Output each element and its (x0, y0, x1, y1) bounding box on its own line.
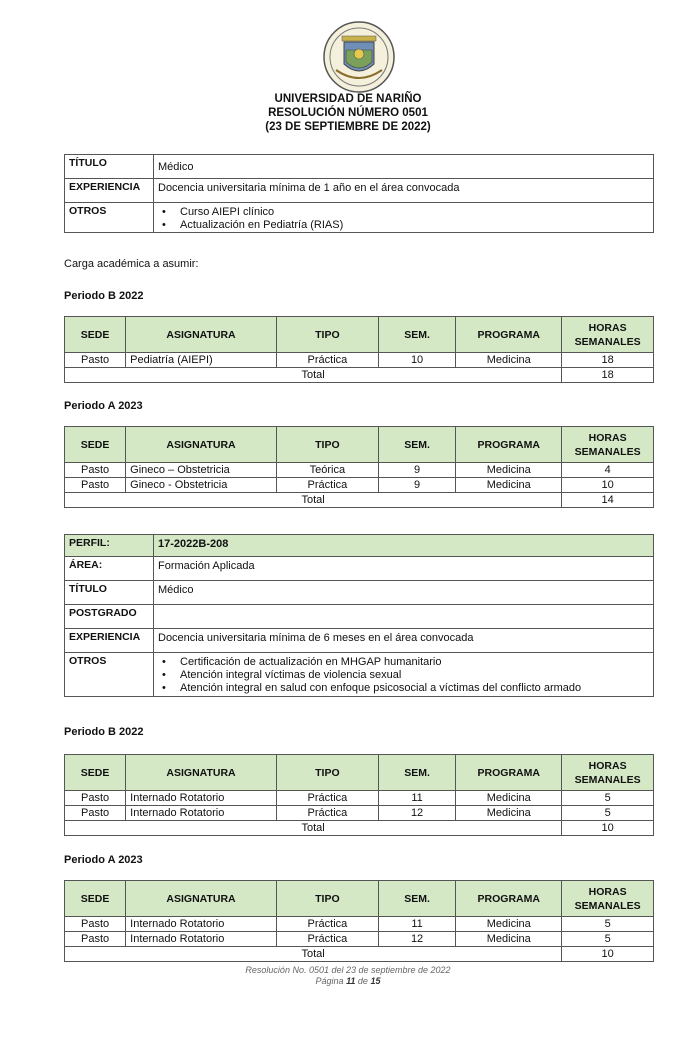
cell-tipo: Práctica (276, 478, 378, 493)
total-label: Total (65, 368, 562, 383)
cell-asignatura: Gineco - Obstetricia (126, 478, 277, 493)
total-value: 18 (562, 368, 654, 383)
titulo-label: TÍTULO (65, 581, 154, 605)
horas-line1: HORAS (588, 885, 627, 898)
total-label: Total (65, 821, 562, 836)
experiencia-value: Docencia universitaria mínima de 1 año en el área convocada (154, 179, 654, 203)
otros-list (154, 203, 654, 233)
col-asignatura: ASIGNATURA (126, 317, 277, 353)
table-row (65, 478, 654, 493)
cell-tipo: Práctica (276, 917, 378, 932)
cell-tipo: Práctica (276, 806, 378, 821)
cell-sede: Pasto (65, 932, 126, 947)
cell-horas: 18 (562, 353, 654, 368)
total-row (65, 821, 654, 836)
load-table-2 (64, 426, 654, 508)
carga-label: Carga académica a asumir: (64, 258, 199, 270)
cell-horas: 5 (562, 932, 654, 947)
total-value: 14 (562, 493, 654, 508)
table-row (65, 353, 654, 368)
horas-line1: HORAS (588, 759, 627, 772)
total-row (65, 947, 654, 962)
col-programa: PROGRAMA (456, 755, 562, 791)
total-label: Total (65, 947, 562, 962)
cell-sede: Pasto (65, 917, 126, 932)
postgrado-value (154, 605, 654, 629)
col-tipo: TIPO (276, 755, 378, 791)
experiencia-label: EXPERIENCIA (65, 179, 154, 203)
table-row (65, 932, 654, 947)
page-total: 15 (370, 976, 381, 986)
postgrado-label: POSTGRADO (65, 605, 154, 629)
titulo-value: Médico (154, 581, 654, 605)
cell-tipo: Práctica (276, 353, 378, 368)
resolution-number: RESOLUCIÓN NÚMERO 0501 (268, 107, 428, 119)
horas-line1: HORAS (588, 321, 627, 334)
list-item: • Actualización en Pediatría (RIAS) (180, 219, 649, 232)
col-sem: SEM. (378, 427, 455, 463)
list-item: • Certificación de actualización en MHGAP humanitario (180, 656, 649, 669)
col-horas (562, 427, 654, 463)
page-current: 11 (346, 976, 356, 986)
cell-asignatura: Gineco – Obstetricia (126, 463, 277, 478)
col-sem: SEM. (378, 881, 455, 917)
experiencia-value: Docencia universitaria mínima de 6 meses en el área convocada (154, 629, 654, 653)
col-sede: SEDE (65, 317, 126, 353)
horas-line2: SEMANALES (574, 899, 641, 912)
table-row (65, 917, 654, 932)
col-sede: SEDE (65, 427, 126, 463)
perfil-label: PERFIL: (65, 535, 154, 557)
horas-line2: SEMANALES (574, 773, 641, 786)
titulo-value: Médico (154, 155, 654, 179)
otros-label: OTROS (65, 203, 154, 233)
cell-sem: 11 (378, 917, 455, 932)
col-programa: PROGRAMA (456, 317, 562, 353)
col-asignatura: ASIGNATURA (126, 427, 277, 463)
total-row (65, 368, 654, 383)
horas-line1: HORAS (588, 431, 627, 444)
col-sede: SEDE (65, 755, 126, 791)
cell-tipo: Práctica (276, 791, 378, 806)
period-title: Periodo B 2022 (64, 726, 144, 738)
resolution-date: (23 DE SEPTIEMBRE DE 2022) (265, 121, 431, 133)
cell-programa: Medicina (456, 353, 562, 368)
col-tipo: TIPO (276, 881, 378, 917)
cell-programa: Medicina (456, 463, 562, 478)
cell-programa: Medicina (456, 932, 562, 947)
horas-line2: SEMANALES (574, 445, 641, 458)
cell-asignatura: Internado Rotatorio (126, 791, 277, 806)
table-row (65, 463, 654, 478)
col-sem: SEM. (378, 317, 455, 353)
otros-list (154, 653, 654, 697)
cell-programa: Medicina (456, 791, 562, 806)
col-tipo: TIPO (276, 317, 378, 353)
total-value: 10 (562, 947, 654, 962)
list-item: • Atención integral en salud con enfoque psicosocial a víctimas del conflicto armado (180, 682, 649, 695)
cell-sem: 9 (378, 478, 455, 493)
cell-sede: Pasto (65, 806, 126, 821)
footer-resolution: Resolución No. 0501 del 23 de septiembre de 2022 (245, 965, 451, 975)
cell-tipo: Práctica (276, 932, 378, 947)
load-table-4 (64, 880, 654, 962)
university-seal-icon (322, 20, 396, 94)
load-table-1 (64, 316, 654, 383)
col-horas (562, 317, 654, 353)
page-footer (0, 965, 696, 987)
cell-asignatura: Internado Rotatorio (126, 917, 277, 932)
col-programa: PROGRAMA (456, 881, 562, 917)
cell-sem: 12 (378, 932, 455, 947)
titulo-label: TÍTULO (65, 155, 154, 179)
list-item: • Curso AIEPI clínico (180, 206, 649, 219)
document-header (0, 92, 696, 134)
cell-programa: Medicina (456, 806, 562, 821)
profile-table-2 (64, 534, 654, 697)
cell-programa: Medicina (456, 478, 562, 493)
col-programa: PROGRAMA (456, 427, 562, 463)
cell-asignatura: Pediatría (AIEPI) (126, 353, 277, 368)
area-value: Formación Aplicada (154, 557, 654, 581)
horas-line2: SEMANALES (574, 335, 641, 348)
load-table-3 (64, 754, 654, 836)
table-row (65, 791, 654, 806)
total-row (65, 493, 654, 508)
page-number (0, 976, 696, 987)
cell-horas: 10 (562, 478, 654, 493)
profile-table-1 (64, 154, 654, 233)
cell-horas: 5 (562, 791, 654, 806)
cell-sede: Pasto (65, 353, 126, 368)
col-asignatura: ASIGNATURA (126, 881, 277, 917)
cell-sede: Pasto (65, 463, 126, 478)
col-sede: SEDE (65, 881, 126, 917)
cell-asignatura: Internado Rotatorio (126, 806, 277, 821)
cell-sede: Pasto (65, 791, 126, 806)
col-tipo: TIPO (276, 427, 378, 463)
cell-sem: 9 (378, 463, 455, 478)
cell-sem: 10 (378, 353, 455, 368)
cell-horas: 4 (562, 463, 654, 478)
area-label: ÁREA: (65, 557, 154, 581)
cell-tipo: Teórica (276, 463, 378, 478)
col-sem: SEM. (378, 755, 455, 791)
cell-asignatura: Internado Rotatorio (126, 932, 277, 947)
of-word: de (357, 976, 368, 986)
otros-label: OTROS (65, 653, 154, 697)
total-label: Total (65, 493, 562, 508)
col-horas (562, 755, 654, 791)
period-title: Periodo A 2023 (64, 400, 143, 412)
list-item: • Atención integral víctimas de violencia sexual (180, 669, 649, 682)
page-word: Página (315, 976, 344, 986)
perfil-value: 17-2022B-208 (154, 535, 654, 557)
table-row (65, 806, 654, 821)
cell-programa: Medicina (456, 917, 562, 932)
cell-horas: 5 (562, 917, 654, 932)
col-horas (562, 881, 654, 917)
university-name: UNIVERSIDAD DE NARIÑO (274, 93, 422, 105)
total-value: 10 (562, 821, 654, 836)
cell-sem: 11 (378, 791, 455, 806)
period-title: Periodo B 2022 (64, 290, 144, 302)
period-title: Periodo A 2023 (64, 854, 143, 866)
cell-sede: Pasto (65, 478, 126, 493)
experiencia-label: EXPERIENCIA (65, 629, 154, 653)
cell-sem: 12 (378, 806, 455, 821)
col-asignatura: ASIGNATURA (126, 755, 277, 791)
cell-horas: 5 (562, 806, 654, 821)
